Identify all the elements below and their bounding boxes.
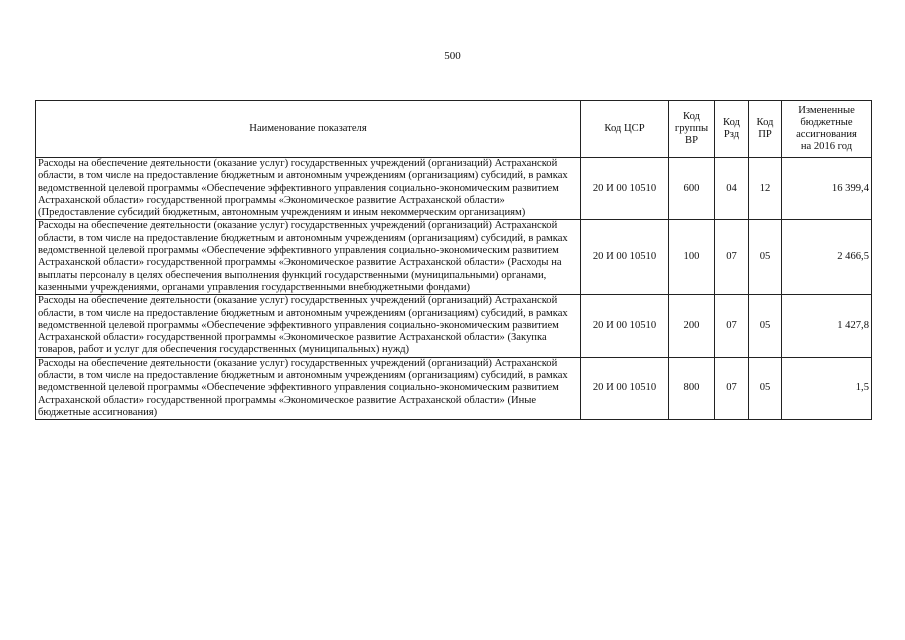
row-name: Расходы на обеспечение деятельности (оказание услуг) государственных учреждений (организаций) Астраханской области, в том числе на предоставление бюджетным и автономным учреждениям (организациям) субсидий, в рамках ведомственной целевой программы «Обеспечение эффективного управления социально-экономическим развитием Астраханской области» государственной программы «Экономическое развитие Астраханской области» (Иные бюджетные ассигнования) [36, 357, 581, 419]
row-amount: 1 427,8 [782, 295, 872, 357]
header-vr-line: Код [683, 111, 700, 122]
header-vr-line: группы [674, 123, 709, 134]
row-rzd-code: 07 [715, 295, 749, 357]
row-csr-code: 20 И 00 10510 [581, 220, 669, 295]
header-vr-line: ВР [685, 135, 698, 146]
row-name: Расходы на обеспечение деятельности (оказание услуг) государственных учреждений (организаций) Астраханской области, в том числе на предоставление бюджетным и автономным учреждениям (организациям) субсидий, в рамках ведомственной целевой программы «Обеспечение эффективного управления социально-экономическим развитием Астраханской области» государственной программы «Экономическое развитие Астраханской области» (Закупка товаров, работ и услуг для обеспечения государственных (муниципальных) нужд) [36, 295, 581, 357]
header-pr-line: Код [756, 117, 774, 128]
row-vr-code: 100 [669, 220, 715, 295]
row-pr-code: 05 [749, 295, 782, 357]
row-amount: 16 399,4 [782, 158, 872, 220]
header-rzd-line: Код [723, 117, 740, 128]
row-csr-code: 20 И 00 10510 [581, 295, 669, 357]
row-csr-code: 20 И 00 10510 [581, 158, 669, 220]
header-amount-line: бюджетные [800, 117, 853, 128]
row-amount: 1,5 [782, 357, 872, 419]
table-row [36, 220, 872, 295]
row-name: Расходы на обеспечение деятельности (оказание услуг) государственных учреждений (организаций) Астраханской области, в том числе на предоставление бюджетным и автономным учреждениям (организациям) субсидий, в рамках ведомственной целевой программы «Обеспечение эффективного управления социально-экономическим развитием Астраханской области» государственной программы «Экономическое развитие Астраханской области» (Предоставление субсидий бюджетным, автономным учреждениям и иным некоммерческим организациям) [36, 158, 581, 220]
row-csr-code: 20 И 00 10510 [581, 357, 669, 419]
row-vr-code: 600 [669, 158, 715, 220]
header-csr-code: Код ЦСР [581, 101, 669, 158]
row-vr-code: 800 [669, 357, 715, 419]
header-amount-line: на 2016 год [800, 141, 853, 152]
row-name: Расходы на обеспечение деятельности (оказание услуг) государственных учреждений (организаций) Астраханской области, в том числе на предоставление бюджетным и автономным учреждениям (организациям) субсидий, в рамках ведомственной целевой программы «Обеспечение эффективного управления социально-экономическим развитием Астраханской области» государственной программы «Экономическое развитие Астраханской области» (Расходы на выплаты персоналу в целях обеспечения выполнения функций государственными (муниципальными) органами, казенными учреждениями, органами управления государственными внебюджетными фондами) [36, 220, 581, 295]
header-rzd-code [715, 101, 749, 158]
row-amount: 2 466,5 [782, 220, 872, 295]
header-amount [782, 101, 872, 158]
table-row [36, 295, 872, 357]
row-rzd-code: 04 [715, 158, 749, 220]
header-pr-line: ПР [758, 129, 772, 140]
table-row [36, 357, 872, 419]
header-amount-line: ассигнования [796, 129, 857, 140]
table-row [36, 158, 872, 220]
row-rzd-code: 07 [715, 357, 749, 419]
budget-table [35, 100, 872, 420]
header-rzd-line: Рзд [723, 129, 740, 140]
header-vr-code [669, 101, 715, 158]
row-pr-code: 12 [749, 158, 782, 220]
row-pr-code: 05 [749, 220, 782, 295]
row-vr-code: 200 [669, 295, 715, 357]
header-amount-line: Измененные [798, 105, 855, 116]
header-name: Наименование показателя [36, 101, 581, 158]
header-pr-code [749, 101, 782, 158]
row-pr-code: 05 [749, 357, 782, 419]
page-number: 500 [444, 50, 461, 62]
table-header-row [36, 101, 872, 158]
row-rzd-code: 07 [715, 220, 749, 295]
